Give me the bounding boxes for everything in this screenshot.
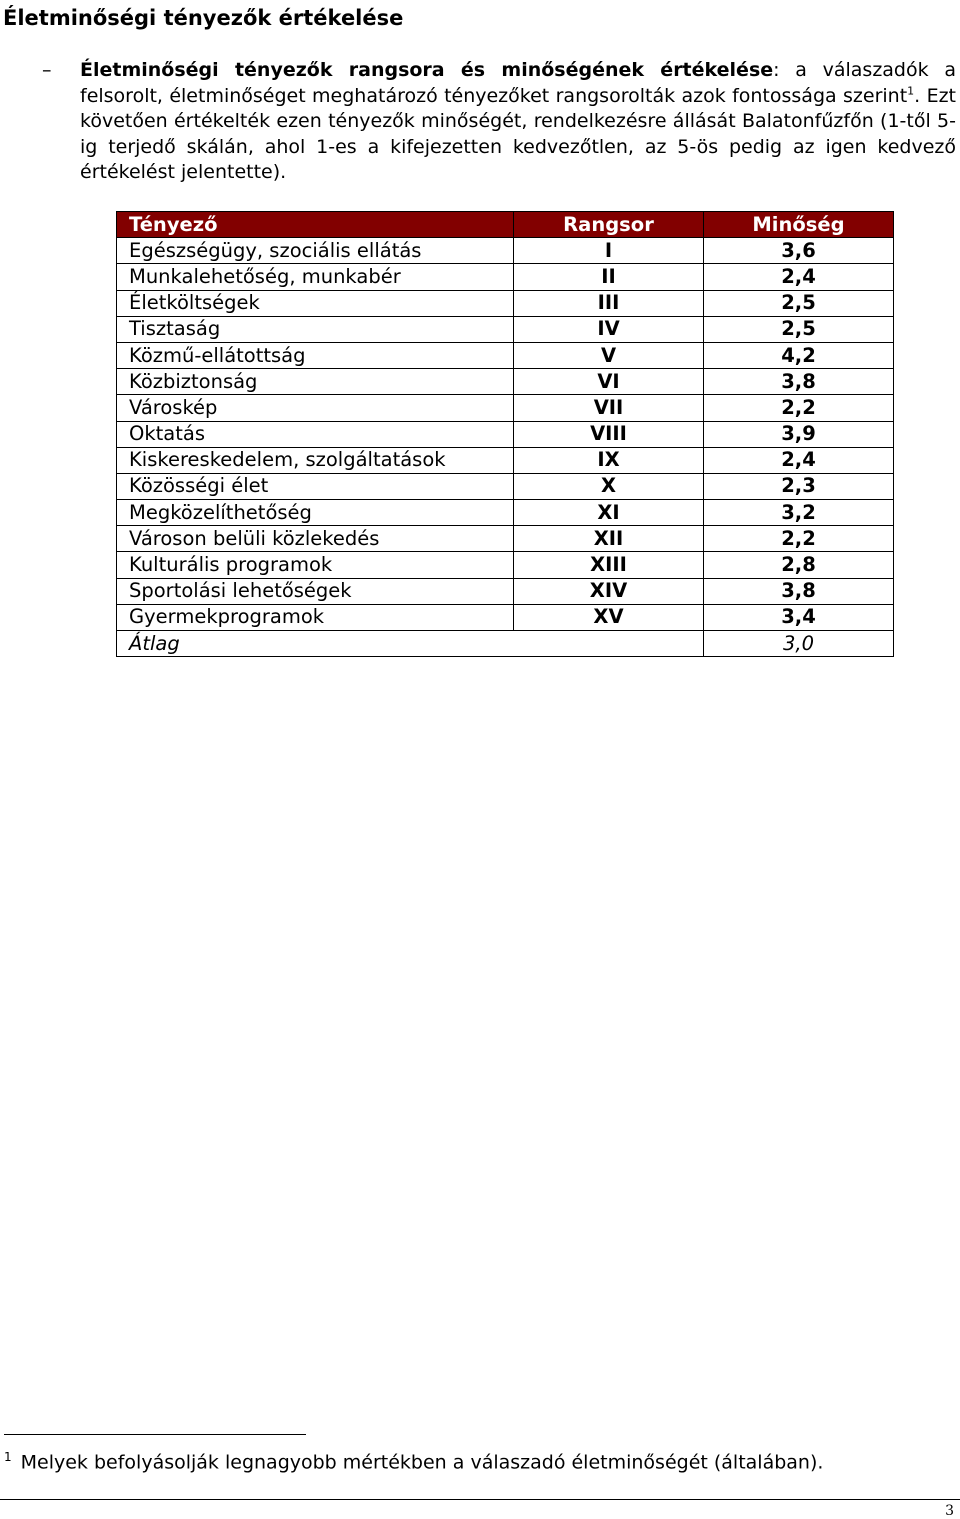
table-row <box>117 604 894 630</box>
header-quality: Minőség <box>704 212 894 238</box>
footnote <box>4 1450 823 1473</box>
table-row <box>117 342 894 368</box>
average-value: 3,0 <box>704 631 894 657</box>
table-average-row <box>117 631 894 657</box>
cell-quality: 2,2 <box>704 395 894 421</box>
page-heading: Életminőségi tényezők értékelése <box>3 6 404 30</box>
cell-rank: XIII <box>514 552 704 578</box>
footnote-text: Melyek befolyásolják legnagyobb mértékben a válaszadó életminőségét (általában). <box>20 1451 824 1474</box>
cell-factor: Városon belüli közlekedés <box>117 526 514 552</box>
table-row <box>117 526 894 552</box>
cell-quality: 3,2 <box>704 500 894 526</box>
cell-factor: Közmű-ellátottság <box>117 342 514 368</box>
table-row <box>117 290 894 316</box>
table-body <box>117 238 894 657</box>
cell-factor: Közbiztonság <box>117 369 514 395</box>
cell-quality: 2,5 <box>704 290 894 316</box>
bullet-dash: – <box>42 59 52 81</box>
cell-rank: XII <box>514 526 704 552</box>
table-row <box>117 238 894 264</box>
cell-quality: 2,8 <box>704 552 894 578</box>
table-header-row <box>117 212 894 238</box>
header-rank: Rangsor <box>514 212 704 238</box>
cell-rank: VIII <box>514 421 704 447</box>
cell-factor: Sportolási lehetőségek <box>117 578 514 604</box>
cell-rank: V <box>514 342 704 368</box>
cell-factor: Életköltségek <box>117 290 514 316</box>
cell-quality: 3,8 <box>704 578 894 604</box>
cell-factor: Oktatás <box>117 421 514 447</box>
cell-rank: VI <box>514 369 704 395</box>
cell-rank: IX <box>514 447 704 473</box>
cell-quality: 3,6 <box>704 238 894 264</box>
table-row <box>117 395 894 421</box>
cell-quality: 3,8 <box>704 369 894 395</box>
cell-rank: XIV <box>514 578 704 604</box>
footnote-number: 1 <box>4 1450 12 1464</box>
table-row <box>117 316 894 342</box>
cell-quality: 2,3 <box>704 473 894 499</box>
cell-quality: 2,2 <box>704 526 894 552</box>
average-label: Átlag <box>117 631 704 657</box>
table-row <box>117 369 894 395</box>
cell-quality: 2,4 <box>704 264 894 290</box>
intro-bold-lead: Életminőségi tényezők rangsora és minőségének értékelése <box>80 59 774 81</box>
cell-quality: 3,4 <box>704 604 894 630</box>
cell-rank: X <box>514 473 704 499</box>
footnote-separator <box>4 1434 306 1435</box>
intro-text-1: : a válaszadók a felsorolt, életminőséget meghatározó tényezőket rangsorolták azok fontossága szerint <box>80 59 956 107</box>
table-row <box>117 578 894 604</box>
cell-quality: 2,5 <box>704 316 894 342</box>
cell-quality: 4,2 <box>704 342 894 368</box>
cell-rank: XV <box>514 604 704 630</box>
table-row <box>117 264 894 290</box>
intro-paragraph <box>80 58 956 186</box>
cell-factor: Munkalehetőség, munkabér <box>117 264 514 290</box>
cell-factor: Közösségi élet <box>117 473 514 499</box>
table-row <box>117 473 894 499</box>
cell-rank: III <box>514 290 704 316</box>
cell-factor: Kiskereskedelem, szolgáltatások <box>117 447 514 473</box>
page-number: 3 <box>945 1503 954 1519</box>
cell-rank: IV <box>514 316 704 342</box>
intro-text-2: . Ezt követően értékelték ezen tényezők minőségét, rendelkezésre állását Balatonfűzfőn (1-től 5-ig terjedő skálán, ahol 1-es a kifejezetten kedvezőtlen, az 5-ös pedig az igen kedvező értékelést jelentette). <box>80 84 956 183</box>
cell-quality: 3,9 <box>704 421 894 447</box>
table-row <box>117 552 894 578</box>
cell-factor: Kulturális programok <box>117 552 514 578</box>
cell-rank: I <box>514 238 704 264</box>
cell-factor: Megközelíthetőség <box>117 500 514 526</box>
factors-table <box>116 211 894 657</box>
table-row <box>117 500 894 526</box>
cell-factor: Tisztaság <box>117 316 514 342</box>
cell-rank: XI <box>514 500 704 526</box>
cell-factor: Egészségügy, szociális ellátás <box>117 238 514 264</box>
header-factor: Tényező <box>117 212 514 238</box>
cell-factor: Városkép <box>117 395 514 421</box>
cell-factor: Gyermekprogramok <box>117 604 514 630</box>
cell-rank: II <box>514 264 704 290</box>
page-footer-rule <box>0 1499 960 1500</box>
table-row <box>117 447 894 473</box>
cell-rank: VII <box>514 395 704 421</box>
cell-quality: 2,4 <box>704 447 894 473</box>
footnote-reference[interactable]: 1 <box>907 84 915 98</box>
table-row <box>117 421 894 447</box>
